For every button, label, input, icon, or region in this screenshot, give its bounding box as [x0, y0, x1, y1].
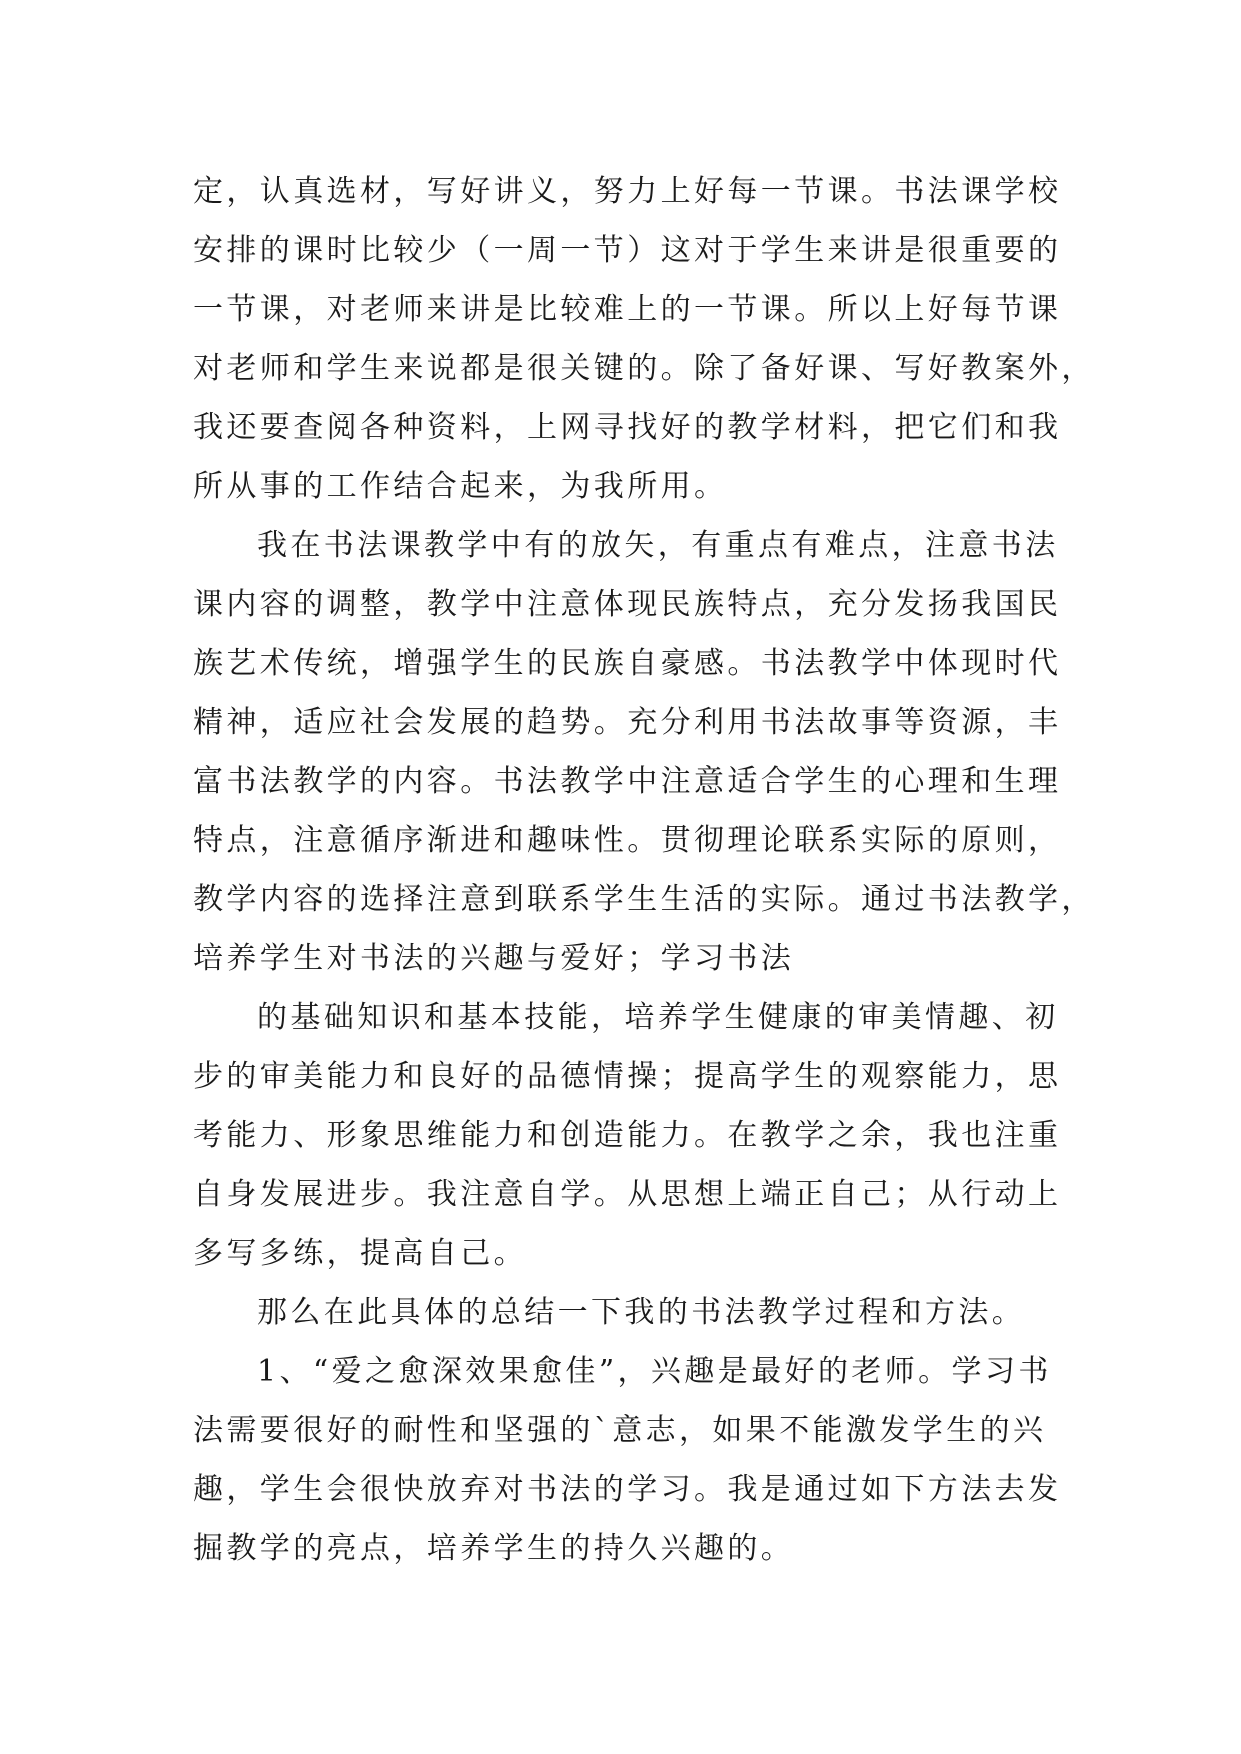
text-line: 培养学生对书法的兴趣与爱好；学习书法	[193, 941, 795, 976]
paragraph-first-line: 那么在此具体的总结一下我的书法教学过程和方法。	[257, 1295, 1026, 1330]
text-line: 我还要查阅各种资料，上网寻找好的教学材料，把它们和我	[193, 410, 1062, 445]
text-line: 安排的课时比较少（一周一节）这对于学生来讲是很重要的	[193, 233, 1062, 268]
text-line: 步的审美能力和良好的品德情操；提高学生的观察能力，思	[193, 1059, 1062, 1094]
paragraph-first-line: 的基础知识和基本技能，培养学生健康的审美情趣、初	[257, 1000, 1059, 1035]
text-line: 对老师和学生来说都是很关键的。除了备好课、写好教案外，	[193, 351, 1095, 386]
text-line: 掘教学的亮点，培养学生的持久兴趣的。	[193, 1531, 795, 1566]
text-line: 一节课，对老师来讲是比较难上的一节课。所以上好每节课	[193, 292, 1062, 327]
text-line: 族艺术传统，增强学生的民族自豪感。书法教学中体现时代	[193, 646, 1062, 681]
paragraph-first-line: 1、“爱之愈深效果愈佳”，兴趣是最好的老师。学习书	[257, 1354, 1052, 1389]
paragraph-first-line: 我在书法课教学中有的放矢，有重点有难点，注意书法	[257, 528, 1059, 563]
text-line: 富书法教学的内容。书法教学中注意适合学生的心理和生理	[193, 764, 1062, 799]
text-line: 课内容的调整，教学中注意体现民族特点，充分发扬我国民	[193, 587, 1062, 622]
text-line: 教学内容的选择注意到联系学生生活的实际。通过书法教学，	[193, 882, 1095, 917]
text-line: 法需要很好的耐性和坚强的`意志，如果不能激发学生的兴	[193, 1413, 1047, 1448]
text-line: 多写多练，提高自己。	[193, 1236, 527, 1271]
text-line: 所从事的工作结合起来，为我所用。	[193, 469, 728, 504]
text-line: 考能力、形象思维能力和创造能力。在教学之余，我也注重	[193, 1118, 1062, 1153]
body-text	[193, 162, 1095, 1578]
text-line: 特点，注意循序渐进和趣味性。贯彻理论联系实际的原则，	[193, 823, 1062, 858]
text-line: 精神，适应社会发展的趋势。充分利用书法故事等资源，丰	[193, 705, 1062, 740]
text-line: 定，认真选材，写好讲义，努力上好每一节课。书法课学校	[193, 174, 1062, 209]
text-line: 趣，学生会很快放弃对书法的学习。我是通过如下方法去发	[193, 1472, 1062, 1507]
text-line: 自身发展进步。我注意自学。从思想上端正自己；从行动上	[193, 1177, 1062, 1212]
